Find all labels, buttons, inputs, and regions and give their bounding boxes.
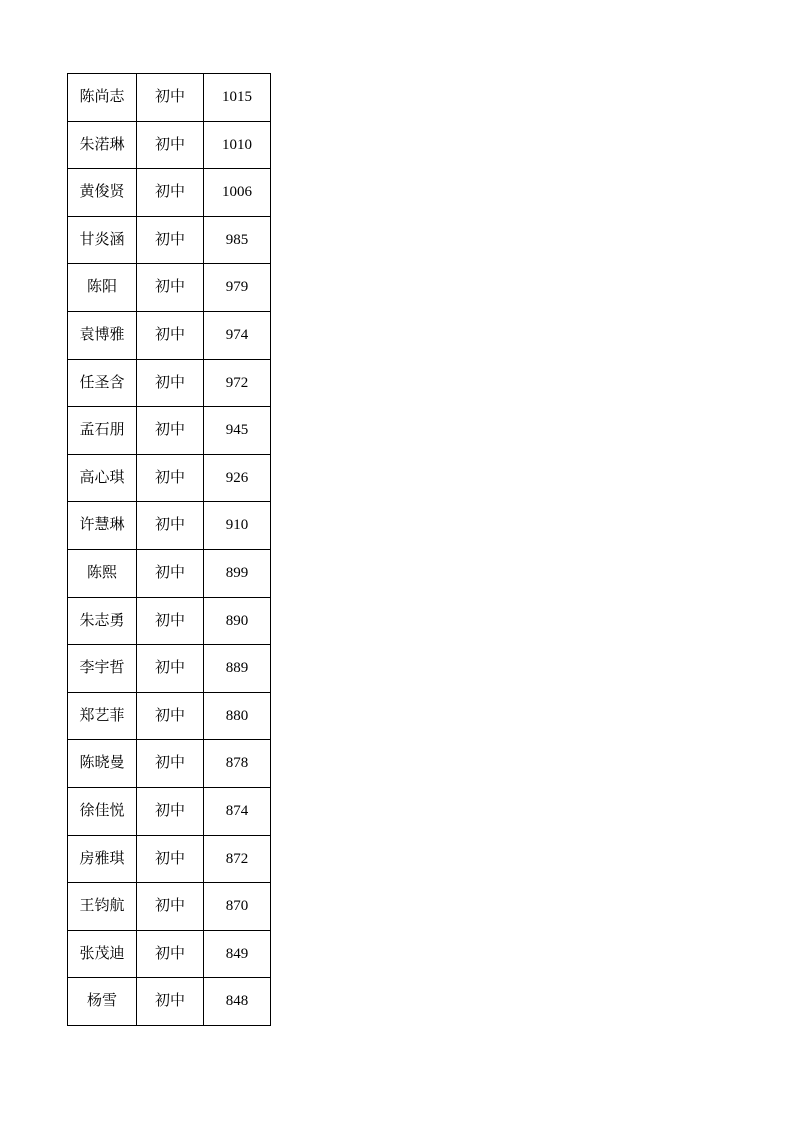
cell-level: 初中 — [137, 740, 204, 788]
cell-level: 初中 — [137, 835, 204, 883]
cell-score: 1015 — [204, 74, 271, 122]
cell-name: 郑艺菲 — [68, 692, 137, 740]
cell-name: 黄俊贤 — [68, 169, 137, 217]
table-row — [68, 787, 271, 835]
cell-level: 初中 — [137, 74, 204, 122]
cell-name: 许慧琳 — [68, 502, 137, 550]
cell-score: 926 — [204, 454, 271, 502]
cell-name: 朱渃琳 — [68, 121, 137, 169]
cell-level: 初中 — [137, 549, 204, 597]
cell-level: 初中 — [137, 311, 204, 359]
cell-level: 初中 — [137, 645, 204, 693]
table-row — [68, 454, 271, 502]
table-row — [68, 978, 271, 1026]
cell-score: 849 — [204, 930, 271, 978]
cell-score: 878 — [204, 740, 271, 788]
cell-name: 高心琪 — [68, 454, 137, 502]
cell-level: 初中 — [137, 359, 204, 407]
cell-level: 初中 — [137, 502, 204, 550]
table-row — [68, 502, 271, 550]
cell-name: 陈熙 — [68, 549, 137, 597]
cell-score: 870 — [204, 883, 271, 931]
table-row — [68, 74, 271, 122]
table-row — [68, 692, 271, 740]
cell-level: 初中 — [137, 121, 204, 169]
table-row — [68, 264, 271, 312]
score-table — [67, 73, 271, 1026]
table-row — [68, 835, 271, 883]
cell-level: 初中 — [137, 216, 204, 264]
cell-score: 974 — [204, 311, 271, 359]
table-row — [68, 645, 271, 693]
cell-level: 初中 — [137, 407, 204, 455]
table-row — [68, 930, 271, 978]
cell-name: 房雅琪 — [68, 835, 137, 883]
cell-name: 张茂迪 — [68, 930, 137, 978]
cell-name: 任圣含 — [68, 359, 137, 407]
score-table-container — [67, 73, 271, 1026]
cell-level: 初中 — [137, 692, 204, 740]
cell-score: 1010 — [204, 121, 271, 169]
cell-level: 初中 — [137, 454, 204, 502]
table-row — [68, 740, 271, 788]
score-table-body — [68, 74, 271, 1026]
cell-level: 初中 — [137, 264, 204, 312]
cell-score: 1006 — [204, 169, 271, 217]
cell-level: 初中 — [137, 169, 204, 217]
cell-score: 979 — [204, 264, 271, 312]
cell-score: 889 — [204, 645, 271, 693]
cell-score: 910 — [204, 502, 271, 550]
cell-score: 985 — [204, 216, 271, 264]
cell-level: 初中 — [137, 787, 204, 835]
cell-score: 972 — [204, 359, 271, 407]
cell-level: 初中 — [137, 883, 204, 931]
cell-name: 王钧航 — [68, 883, 137, 931]
cell-name: 甘炎涵 — [68, 216, 137, 264]
table-row — [68, 883, 271, 931]
cell-score: 872 — [204, 835, 271, 883]
cell-score: 848 — [204, 978, 271, 1026]
cell-score: 899 — [204, 549, 271, 597]
cell-score: 880 — [204, 692, 271, 740]
cell-name: 陈晓曼 — [68, 740, 137, 788]
cell-score: 890 — [204, 597, 271, 645]
table-row — [68, 169, 271, 217]
cell-name: 李宇哲 — [68, 645, 137, 693]
cell-name: 徐佳悦 — [68, 787, 137, 835]
cell-level: 初中 — [137, 597, 204, 645]
cell-name: 陈尚志 — [68, 74, 137, 122]
table-row — [68, 359, 271, 407]
cell-name: 杨雪 — [68, 978, 137, 1026]
table-row — [68, 121, 271, 169]
cell-name: 朱志勇 — [68, 597, 137, 645]
cell-score: 945 — [204, 407, 271, 455]
table-row — [68, 407, 271, 455]
cell-level: 初中 — [137, 930, 204, 978]
cell-score: 874 — [204, 787, 271, 835]
table-row — [68, 216, 271, 264]
table-row — [68, 311, 271, 359]
cell-name: 孟石朋 — [68, 407, 137, 455]
cell-level: 初中 — [137, 978, 204, 1026]
cell-name: 袁博雅 — [68, 311, 137, 359]
table-row — [68, 549, 271, 597]
table-row — [68, 597, 271, 645]
cell-name: 陈阳 — [68, 264, 137, 312]
